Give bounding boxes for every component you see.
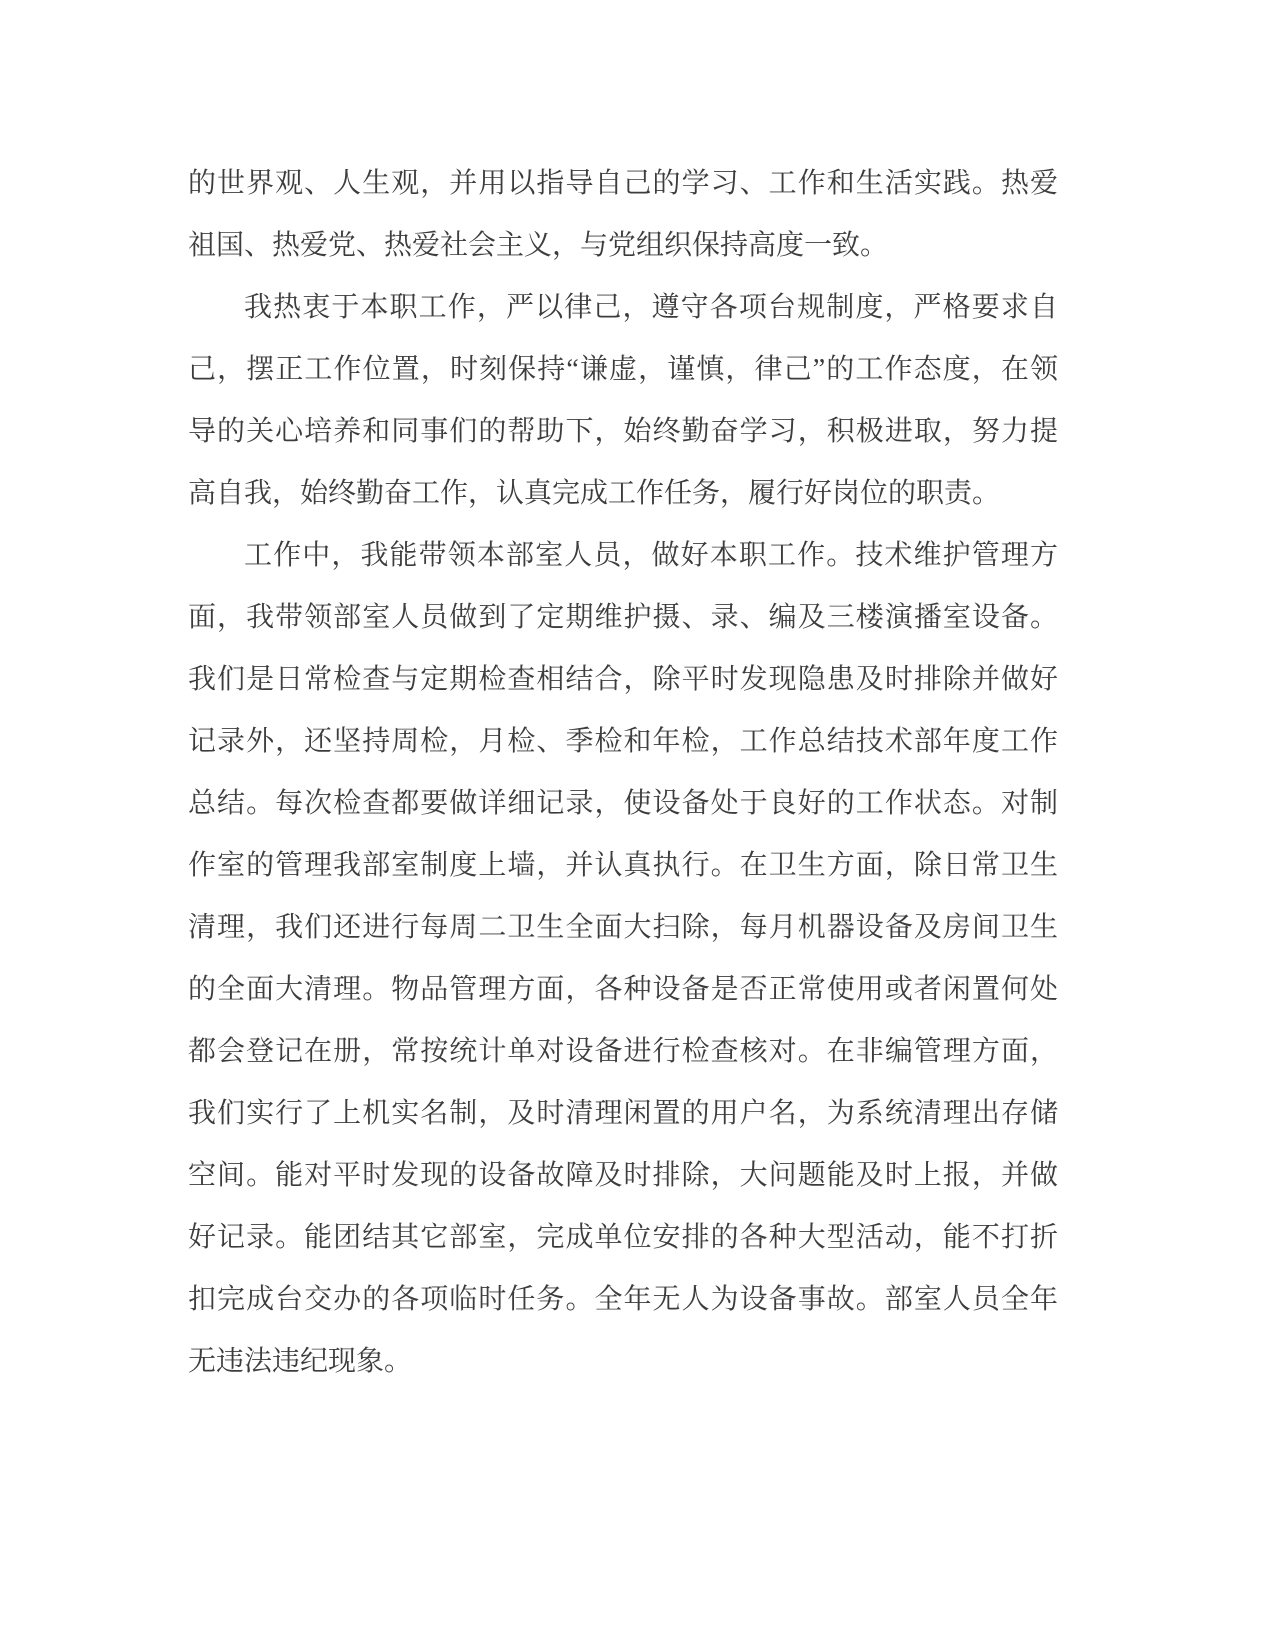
- text-line: 的全面大清理。物品管理方面，各种设备是否正常使用或者闲置何处: [188, 974, 1058, 1005]
- text-line: 好记录。能团结其它部室，完成单位安排的各种大型活动，能不打折: [188, 1222, 1058, 1253]
- text-line: 工作中，我能带领本部室人员，做好本职工作。技术维护管理方: [244, 540, 1058, 571]
- text-line: 导的关心培养和同事们的帮助下，始终勤奋学习，积极进取，努力提: [188, 416, 1058, 447]
- text-line: 作室的管理我部室制度上墙，并认真执行。在卫生方面，除日常卫生: [188, 850, 1058, 881]
- text-line: 面，我带领部室人员做到了定期维护摄、录、编及三楼演播室设备。: [188, 602, 1058, 633]
- document-body-text: [188, 153, 1058, 1393]
- text-line: 总结。每次检查都要做详细记录，使设备处于良好的工作状态。对制: [188, 788, 1058, 819]
- text-line: 记录外，还坚持周检，月检、季检和年检，工作总结技术部年度工作: [188, 726, 1058, 757]
- text-line: 我们是日常检查与定期检查相结合，除平时发现隐患及时排除并做好: [188, 664, 1058, 695]
- text-line: 祖国、热爱党、热爱社会主义，与党组织保持高度一致。: [188, 230, 889, 261]
- text-line: 的世界观、人生观，并用以指导自己的学习、工作和生活实践。热爱: [188, 168, 1058, 199]
- text-line: 高自我，始终勤奋工作，认真完成工作任务，履行好岗位的职责。: [188, 478, 1001, 509]
- text-line: 清理，我们还进行每周二卫生全面大扫除，每月机器设备及房间卫生: [188, 912, 1058, 943]
- text-line: 扣完成台交办的各项临时任务。全年无人为设备事故。部室人员全年: [188, 1284, 1058, 1315]
- text-line: 无违法违纪现象。: [188, 1346, 413, 1377]
- text-line: 空间。能对平时发现的设备故障及时排除，大问题能及时上报，并做: [188, 1160, 1058, 1191]
- text-line: 己，摆正工作位置，时刻保持“谦虚，谨慎，律己”的工作态度，在领: [188, 354, 1058, 385]
- text-line: 都会登记在册，常按统计单对设备进行检查核对。在非编管理方面，: [188, 1036, 1058, 1067]
- text-line: 我们实行了上机实名制，及时清理闲置的用户名，为系统清理出存储: [188, 1098, 1058, 1129]
- text-line: 我热衷于本职工作，严以律己，遵守各项台规制度，严格要求自: [244, 292, 1058, 323]
